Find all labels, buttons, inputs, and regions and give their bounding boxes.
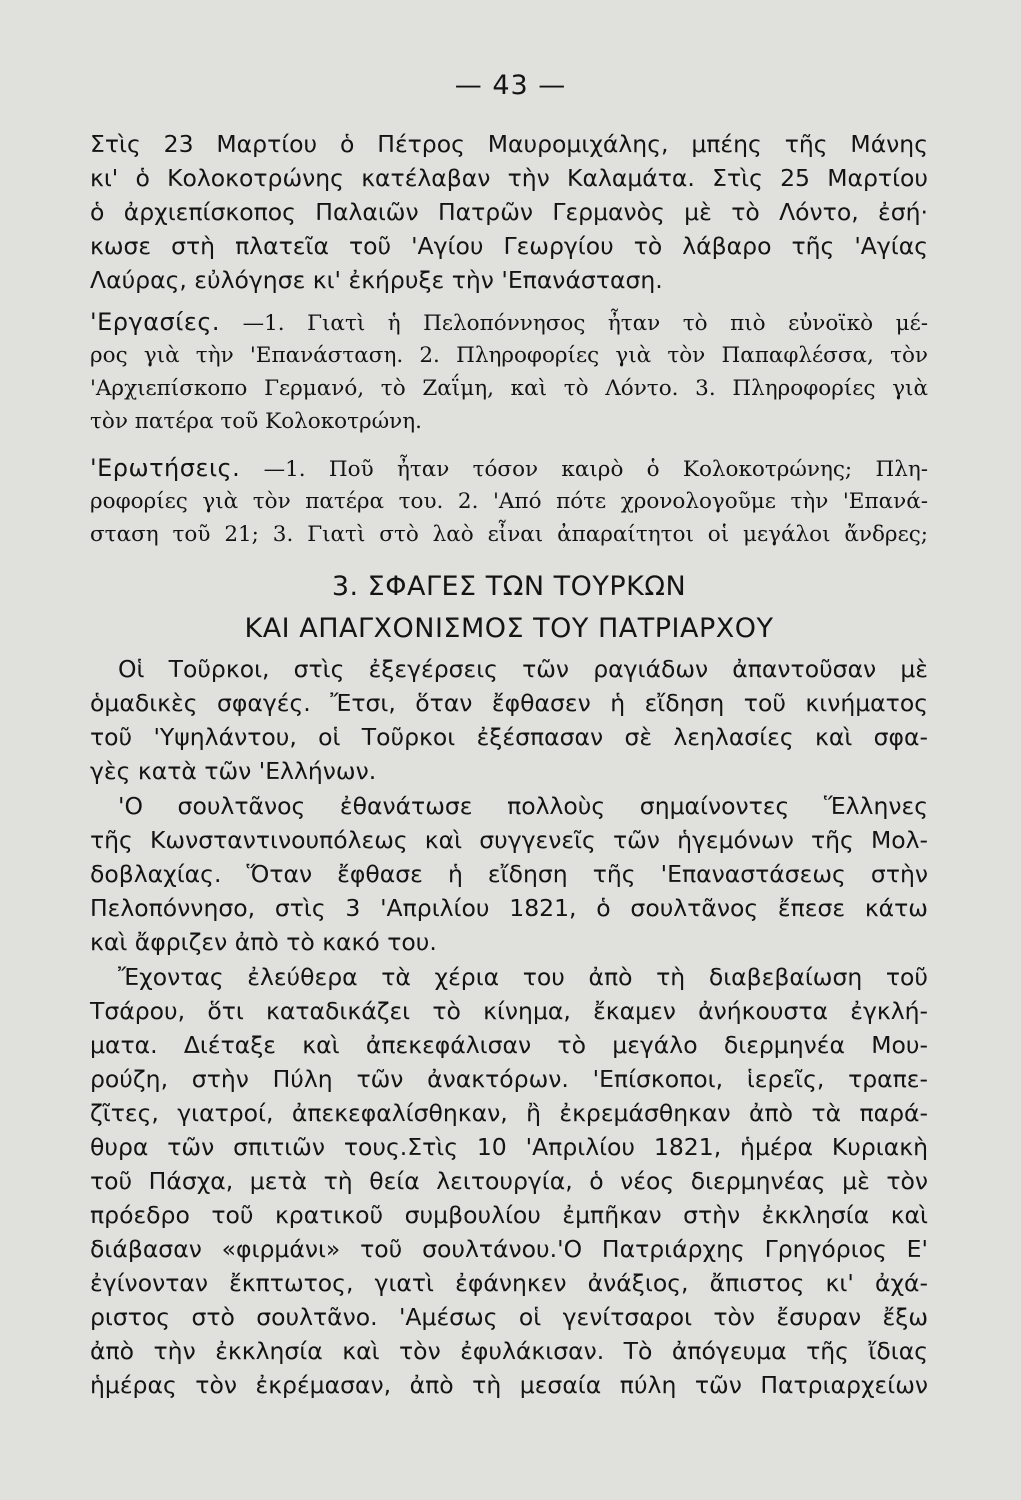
text-line: 'Ο σουλτᾶνος ἐθανάτωσε πολλοὺς σημαίνοντες Ἕλληνες: [118, 792, 928, 820]
text-line: δοβλαχίας. Ὅταν ἔφθασε ἡ εἴδηση τῆς 'Επαναστάσεως στὴν: [90, 860, 928, 888]
questions-first-line: [90, 452, 928, 485]
intro-paragraph: [90, 127, 928, 297]
text-line: θυρα τῶν σπιτιῶν τους.Στὶς 10 'Απριλίου 1821, ἡμέρα Κυριακὴ: [90, 1133, 928, 1161]
text-line: ριστος στὸ σουλτᾶνο. 'Αμέσως οἱ γενίτσαροι τὸν ἔσυραν ἔξω: [90, 1303, 928, 1331]
text-line: σταση τοῦ 21; 3. Γιατὶ στὸ λαὸ εἶναι ἀπαραίτητοι οἱ μεγάλοι ἄνδρες;: [90, 522, 928, 547]
text-line: Οἱ Τοῦρκοι, στὶς ἐξεγέρσεις τῶν ραγιάδων ἀπαντοῦσαν μὲ: [118, 655, 928, 683]
text-line: ρος γιὰ τὴν 'Επανάσταση. 2. Πληροφορίες γιὰ τὸν Παπαφλέσσα, τὸν: [90, 343, 928, 368]
questions-section: [90, 452, 928, 551]
text-line: τοῦ Πάσχα, μετὰ τὴ θεία λειτουργία, ὁ νέος διερμηνέας μὲ τὸν: [90, 1167, 928, 1195]
text-line: γὲς κατὰ τῶν 'Ελλήνων.: [90, 757, 377, 785]
paragraph-2: [90, 789, 928, 959]
text-line: ἐγίνονταν ἔκπτωτος, γιατὶ ἐφάνηκεν ἀνάξιος, ἄπιστος κι' ἀχά-: [90, 1269, 928, 1297]
exercises-first-line: [90, 306, 928, 339]
paragraph-3: [90, 960, 928, 1402]
exercises-text: —1. Γιατὶ ἡ Πελοπόννησος ἦταν τὸ πιὸ εὐνοϊκὸ μέ-: [242, 311, 929, 336]
text-line: ὁμαδικὲς σφαγές. Ἔτσι, ὅταν ἔφθασεν ἡ εἴδηση τοῦ κινήματος: [90, 689, 928, 717]
exercises-section: [90, 306, 928, 438]
questions-heading: 'Ερωτήσεις.: [90, 454, 241, 482]
text-line: κι' ὁ Κολοκοτρώνης κατέλαβαν τὴν Καλαμάτα. Στὶς 25 Μαρτίου: [90, 164, 928, 192]
section-title-line: 3. ΣΦΑΓΕΣ ΤΩΝ ΤΟΥΡΚΩΝ: [331, 571, 687, 602]
text-line: Ἔχοντας ἐλεύθερα τὰ χέρια του ἀπὸ τὴ διαβεβαίωση τοῦ: [118, 963, 928, 991]
text-line: διάβασαν «φιρμάνι» τοῦ σουλτάνου.'Ο Πατριάρχης Γρηγόριος Ε': [90, 1235, 928, 1263]
text-line: τῆς Κωνσταντινουπόλεως καὶ συγγενεῖς τῶν ἡγεμόνων τῆς Μολ-: [90, 826, 928, 854]
section-title-line: ΚΑΙ ΑΠΑΓΧΟΝΙΣΜΟΣ ΤΟΥ ΠΑΤΡΙΑΡΧΟΥ: [244, 613, 774, 644]
text-line: καὶ ἄφριζεν ἀπὸ τὸ κακό του.: [90, 928, 437, 956]
text-line: πρόεδρο τοῦ κρατικοῦ συμβουλίου ἐμπῆκαν στὴν ἐκκλησία καὶ: [90, 1201, 928, 1229]
text-line: Πελοπόννησο, στὶς 3 'Απριλίου 1821, ὁ σουλτᾶνος ἔπεσε κάτω: [90, 894, 928, 922]
exercises-heading: 'Εργασίες.: [90, 308, 221, 336]
section-title: [90, 566, 928, 650]
text-line: τὸν πατέρα τοῦ Κολοκοτρώνη.: [90, 409, 422, 434]
text-line: ἀπὸ τὴν ἐκκλησία καὶ τὸν ἐφυλάκισαν. Τὸ ἀπόγευμα τῆς ἴδιας: [90, 1337, 928, 1365]
text-line: Στὶς 23 Μαρτίου ὁ Πέτρος Μαυρομιχάλης, μπέης τῆς Μάνης: [90, 130, 928, 158]
text-line: ρούζη, στὴν Πύλη τῶν ἀνακτόρων. 'Επίσκοποι, ἱερεῖς, τραπε-: [90, 1065, 928, 1093]
text-line: Λαύρας, εὐλόγησε κι' ἐκήρυξε τὴν 'Επανάσταση.: [90, 266, 663, 294]
text-line: ὁ ἀρχιεπίσκοπος Παλαιῶν Πατρῶν Γερμανὸς μὲ τὸ Λόντο, ἐσή·: [90, 198, 928, 226]
text-line: ροφορίες γιὰ τὸν πατέρα του. 2. 'Από πότε χρονολογοῦμε τὴν 'Επανά-: [90, 489, 928, 514]
text-line: τοῦ 'Υψηλάντου, οἱ Τοῦρκοι ἐξέσπασαν σὲ λεηλασίες καὶ σφα-: [90, 723, 928, 751]
text-line: ματα. Διέταξε καὶ ἀπεκεφάλισαν τὸ μεγάλο διερμηνέα Μου-: [90, 1031, 928, 1059]
page-number: — 43 —: [454, 70, 567, 101]
paragraph-1: [90, 652, 928, 788]
text-line: Τσάρου, ὅτι καταδικάζει τὸ κίνημα, ἔκαμεν ἀνήκουστα ἐγκλή-: [90, 997, 928, 1025]
text-line: κωσε στὴ πλατεῖα τοῦ 'Αγίου Γεωργίου τὸ λάβαρο τῆς 'Αγίας: [90, 232, 928, 260]
text-line: ἡμέρας τὸν ἐκρέμασαν, ἀπὸ τὴ μεσαία πύλη τῶν Πατριαρχείων: [90, 1371, 928, 1399]
text-line: ζῖτες, γιατροί, ἀπεκεφαλίσθηκαν, ἢ ἐκρεμάσθηκαν ἀπὸ τὰ παρά-: [90, 1099, 928, 1127]
questions-text: —1. Ποῦ ἦταν τόσον καιρὸ ὁ Κολοκοτρώνης; Πλη-: [263, 457, 928, 482]
text-line: 'Αρχιεπίσκοπο Γερμανό, τὸ Ζαΐμη, καὶ τὸ Λόντο. 3. Πληροφορίες γιὰ: [90, 376, 928, 401]
